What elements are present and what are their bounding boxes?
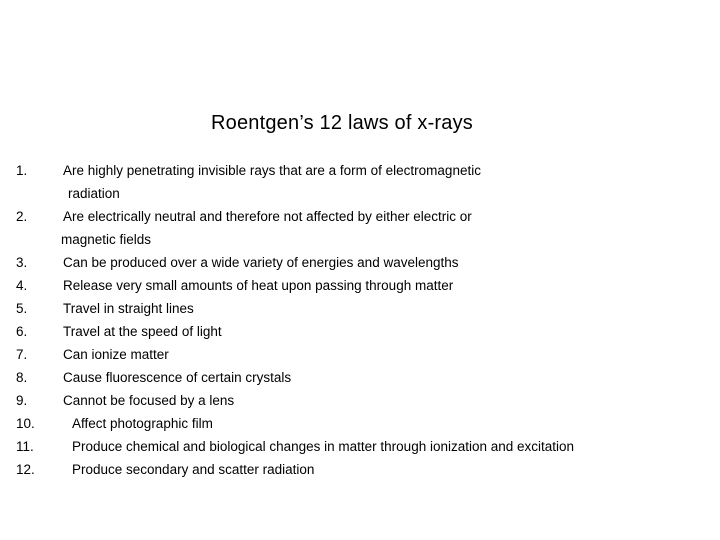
law-number: 3. [16,255,28,270]
list-item-law-4 [16,274,696,297]
law-number: 2. [16,209,28,224]
law-text [63,205,696,251]
list-item-law-1 [16,159,696,205]
law-number: 7. [16,347,28,362]
list-item-law-3 [16,251,696,274]
law-number: 10. [16,416,35,431]
law-text: Release very small amounts of heat upon passing through matter [63,278,454,293]
law-text: Can ionize matter [63,347,169,362]
law-number: 4. [16,278,28,293]
law-number: 5. [16,301,28,316]
law-text [63,159,696,205]
list-item-law-12 [16,458,696,481]
law-text-line: magnetic fields [61,232,152,247]
list-item-law-11 [16,435,696,458]
law-number: 12. [16,462,35,477]
law-text: Produce chemical and biological changes in matter through ionization and excitation [72,439,575,454]
law-list [16,159,696,481]
list-item-law-10 [16,412,696,435]
list-item-law-2 [16,205,696,251]
law-text-line: radiation [68,186,120,201]
slide-title: Roentgen’s 12 laws of x-rays [210,112,474,134]
law-text: Produce secondary and scatter radiation [72,462,315,477]
law-text: Travel at the speed of light [63,324,222,339]
list-item-law-5 [16,297,696,320]
law-number: 9. [16,393,28,408]
law-number: 11. [16,439,34,454]
law-text: Affect photographic film [72,416,213,431]
list-item-law-6 [16,320,696,343]
law-text: Can be produced over a wide variety of energies and wavelengths [63,255,459,270]
list-item-law-7 [16,343,696,366]
law-text-line: Are electrically neutral and therefore not affected by either electric or [63,209,472,224]
law-number: 6. [16,324,28,339]
law-text: Cannot be focused by a lens [63,393,235,408]
law-text: Cause fluorescence of certain crystals [63,370,292,385]
law-number: 8. [16,370,28,385]
law-text-line: Are highly penetrating invisible rays that are a form of electromagnetic [63,163,481,178]
law-number: 1. [16,163,28,178]
list-item-law-8 [16,366,696,389]
law-text: Travel in straight lines [63,301,194,316]
list-item-law-9 [16,389,696,412]
